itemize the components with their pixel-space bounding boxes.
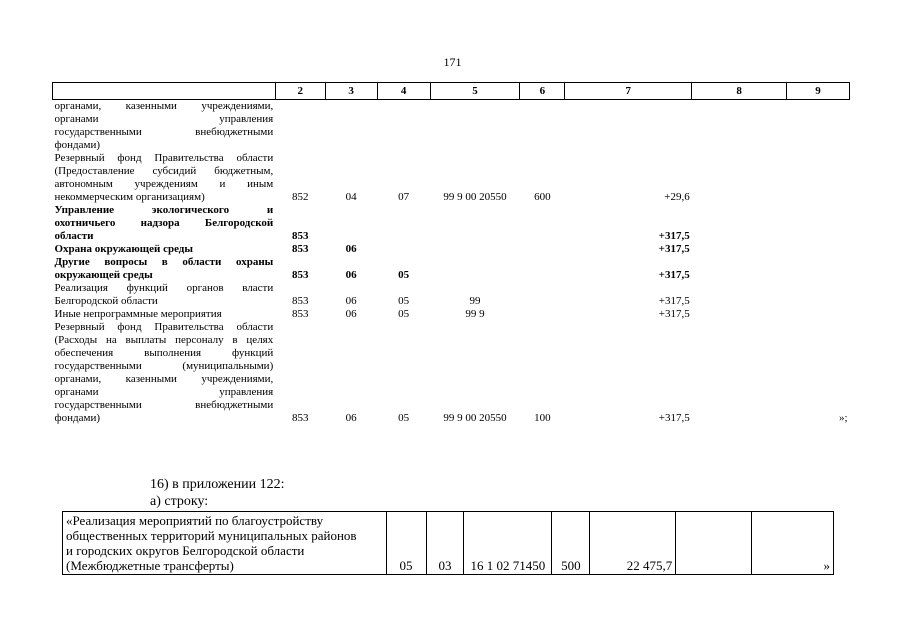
empty-cell: [692, 256, 787, 282]
amended-row-description: «Реализация мероприятий по благоустройству общественных территорий муниципальных районов и городских округов Белгородской области (Межбюджетные трансферты): [63, 512, 387, 575]
col-target-article: [430, 204, 520, 243]
table-row: [53, 204, 850, 243]
column-header-5: 5: [430, 83, 520, 100]
col-amount: +317,5: [658, 308, 690, 320]
col-department: 853: [291, 308, 309, 320]
table-row: [53, 100, 850, 153]
empty-cell: [692, 308, 787, 321]
column-header-6: 6: [520, 83, 565, 100]
empty-cell: [692, 243, 787, 256]
page-number: 171: [443, 55, 462, 69]
col-subsection: 05: [398, 412, 410, 424]
col-section: [325, 100, 377, 153]
col-section: 06: [345, 243, 357, 255]
amended-row: [63, 512, 834, 575]
col-closing: [787, 204, 850, 243]
col-expense-type: [520, 204, 565, 243]
col-target-article: 99: [469, 295, 481, 307]
col-department: 853: [291, 295, 309, 307]
amendment-subheading: а) строку:: [150, 494, 209, 509]
col-department: [275, 100, 325, 153]
col-closing: »;: [838, 412, 848, 424]
col-section: [325, 204, 377, 243]
col-expense-type: [520, 282, 565, 308]
amended-row-expense-type: 500: [552, 512, 590, 575]
row-description: Реализация функций органов власти Белгородской области: [54, 282, 274, 307]
col-department: 853: [291, 269, 309, 281]
empty-cell: [692, 282, 787, 308]
col-closing: [787, 282, 850, 308]
column-header-1: [53, 83, 276, 100]
row-description: органами, казенными учреждениями, органами управления государственными внебюджетными фондами): [54, 100, 274, 151]
col-expense-type: 100: [534, 412, 551, 424]
row-description: Охрана окружающей среды: [54, 243, 193, 255]
col-expense-type: 600: [534, 191, 551, 203]
col-section: 04: [345, 191, 357, 203]
amended-row-target-article: 16 1 02 71450: [464, 512, 552, 575]
table-row: [53, 282, 850, 308]
col-subsection: [377, 204, 430, 243]
col-target-article: 99 9: [465, 308, 485, 320]
col-amount: +317,5: [658, 269, 690, 281]
col-department: 852: [291, 191, 309, 203]
col-target-article: [430, 256, 520, 282]
col-amount: [565, 100, 692, 153]
col-section: 06: [345, 412, 357, 424]
empty-cell: [692, 100, 787, 153]
col-closing: [787, 100, 850, 153]
col-target-article: 99 9 00 20550: [443, 191, 507, 203]
column-header-3: 3: [325, 83, 377, 100]
row-description: Управление экологического и охотничьего надзора Белгородской области: [54, 204, 274, 242]
col-amount: +317,5: [658, 243, 690, 255]
col-closing: [787, 308, 850, 321]
empty-cell: [692, 204, 787, 243]
col-expense-type: [520, 100, 565, 153]
col-subsection: 07: [398, 191, 410, 203]
col-subsection: [377, 100, 430, 153]
col-expense-type: [520, 308, 565, 321]
table-row: [53, 321, 850, 425]
amended-row-section: 05: [386, 512, 426, 575]
col-closing: [787, 243, 850, 256]
col-subsection: [377, 243, 430, 256]
budget-table: [52, 82, 850, 425]
col-section: 06: [345, 295, 357, 307]
table-header-row: [53, 83, 850, 100]
table-row: [53, 308, 850, 321]
amended-row-amount: 22 475,7: [590, 512, 676, 575]
col-amount: +29,6: [664, 191, 690, 203]
row-description: Резервный фонд Правительства области (Предоставление субсидий бюджетным, автономным учреждениям и иным некоммерческим организациям): [54, 152, 274, 203]
col-expense-type: [520, 243, 565, 256]
col-subsection: 05: [398, 295, 410, 307]
col-amount: +317,5: [658, 412, 690, 424]
column-header-8: 8: [692, 83, 787, 100]
empty-cell: [692, 152, 787, 204]
col-target-article: 99 9 00 20550: [443, 412, 507, 424]
amended-row-subsection: 03: [426, 512, 464, 575]
amendment-heading: 16) в приложении 122:: [150, 477, 285, 492]
col-department: 853: [291, 412, 309, 424]
table-row: [53, 152, 850, 204]
col-section: 06: [345, 308, 357, 320]
amended-row-closing-quote: »: [752, 512, 834, 575]
amended-row-empty-cell: [676, 512, 752, 575]
column-header-2: 2: [275, 83, 325, 100]
col-section: 06: [345, 269, 357, 281]
table-row: [53, 256, 850, 282]
empty-cell: [692, 321, 787, 425]
column-header-9: 9: [787, 83, 850, 100]
col-target-article: [430, 243, 520, 256]
col-department: 853: [291, 230, 309, 242]
column-header-7: 7: [565, 83, 692, 100]
amended-row-table: [62, 511, 834, 575]
col-department: 853: [291, 243, 309, 255]
row-description: Иные непрограммные мероприятия: [54, 308, 222, 320]
col-subsection: 05: [398, 269, 410, 281]
col-amount: +317,5: [658, 295, 690, 307]
column-header-4: 4: [377, 83, 430, 100]
col-closing: [787, 256, 850, 282]
col-amount: +317,5: [658, 230, 690, 242]
row-description: Другие вопросы в области охраны окружающей среды: [54, 256, 274, 281]
col-subsection: 05: [398, 308, 410, 320]
col-expense-type: [520, 256, 565, 282]
col-closing: [787, 152, 850, 204]
table-row: [53, 243, 850, 256]
col-target-article: [430, 100, 520, 153]
row-description: Резервный фонд Правительства области (Расходы на выплаты персоналу в целях обеспечения выполнения функций государственными (муниципальными) органами, казенными учреждениями, органами управления государственными внебюджетными фондами): [54, 321, 274, 424]
